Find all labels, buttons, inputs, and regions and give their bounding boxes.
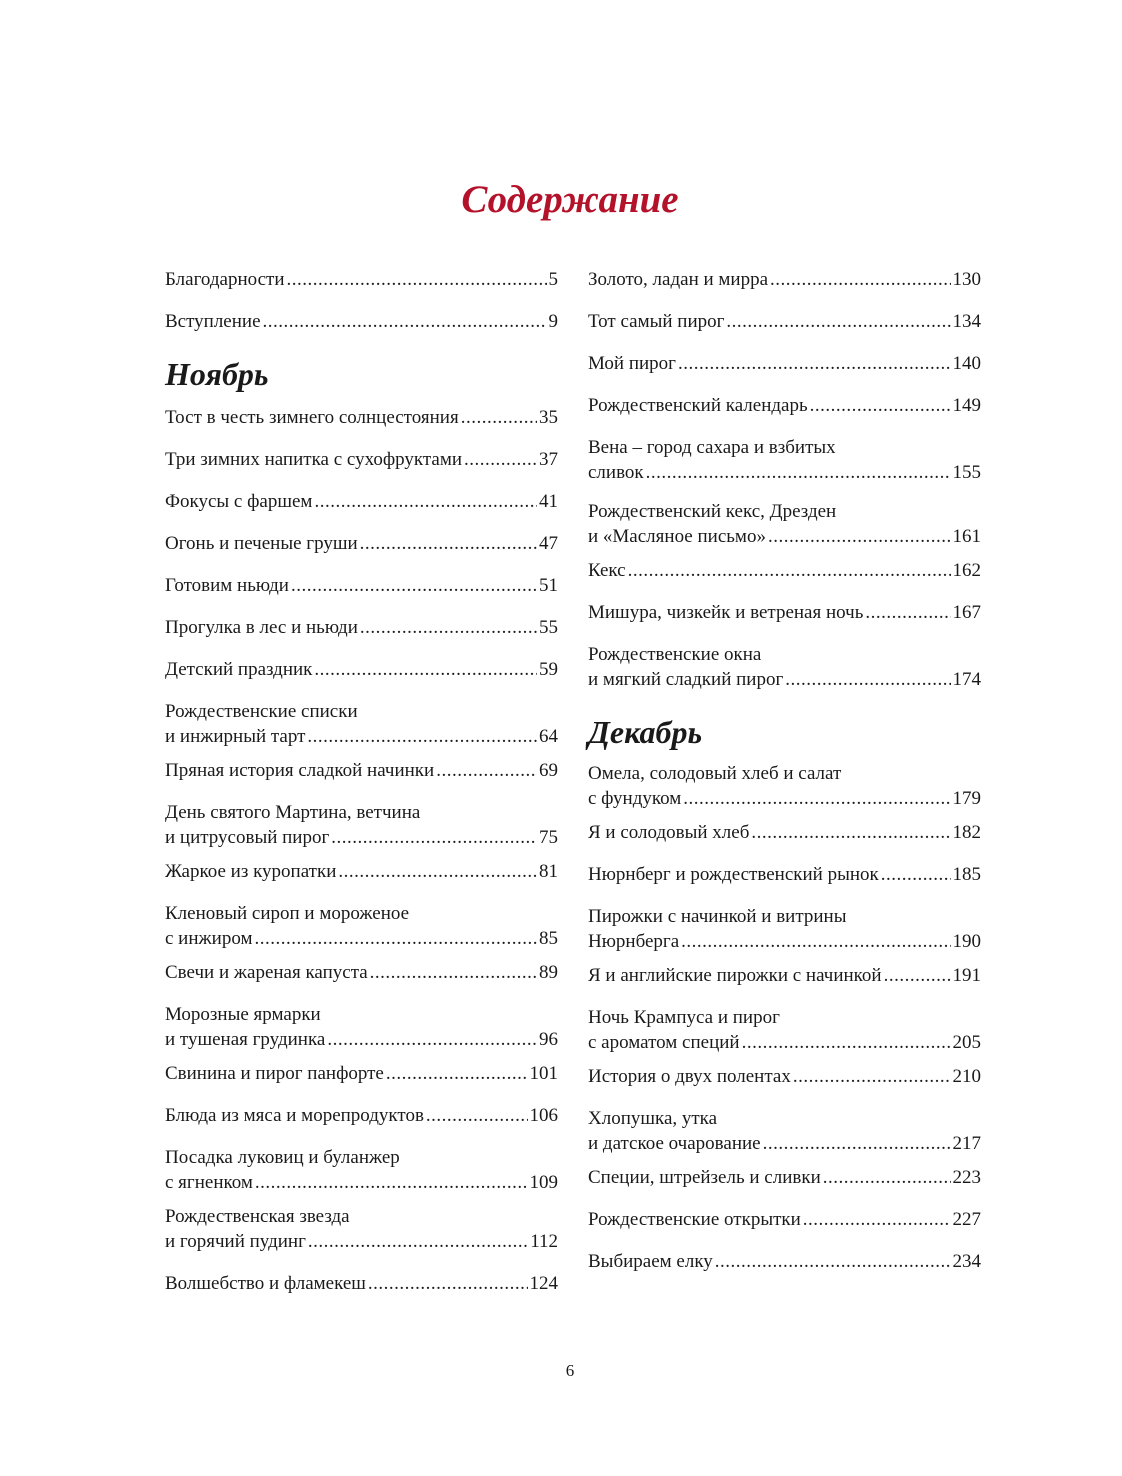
toc-entry-title: сливок <box>588 462 644 483</box>
dot-leader <box>368 1274 528 1293</box>
toc-entry-title: Нюрнберга <box>588 931 680 952</box>
dot-leader <box>681 932 950 951</box>
toc-right-column <box>588 262 981 1274</box>
dot-leader <box>683 789 950 808</box>
toc-entry-page: 112 <box>530 1231 558 1252</box>
toc-entry-page: 96 <box>539 1029 558 1050</box>
toc-entry[interactable] <box>588 963 981 988</box>
toc-entry-page: 223 <box>952 1167 981 1188</box>
toc-entry[interactable] <box>588 862 981 887</box>
toc-entry[interactable] <box>588 642 981 692</box>
toc-entry-title-line: День святого Мартина, ветчина <box>165 802 421 823</box>
toc-entry-page: 69 <box>539 760 558 781</box>
toc-entry-page: 185 <box>952 864 981 885</box>
toc-entry-page: 134 <box>952 311 981 332</box>
toc-entry-page: 167 <box>952 602 981 623</box>
toc-entry[interactable] <box>588 1165 981 1190</box>
toc-entry-title: Мишура, чизкейк и ветреная ночь <box>588 602 864 623</box>
toc-entry-page: 161 <box>952 526 981 547</box>
dot-leader <box>338 862 537 881</box>
page-number: 6 <box>565 1361 575 1380</box>
dot-leader <box>360 534 537 553</box>
toc-entry-title: с ягненком <box>165 1172 253 1193</box>
toc-entry[interactable] <box>165 901 558 951</box>
toc-entry-page: 64 <box>539 726 558 747</box>
toc-entry-title-line: Рождественские списки <box>165 701 358 722</box>
toc-entry-title: и датское очарование <box>588 1133 761 1154</box>
toc-entry-page: 109 <box>529 1172 558 1193</box>
toc-entry[interactable] <box>588 393 981 418</box>
toc-entry[interactable] <box>588 820 981 845</box>
toc-entry[interactable] <box>588 1207 981 1232</box>
toc-entry-title: и горячий пудинг <box>165 1231 306 1252</box>
toc-entry-title-line: Ночь Крампуса и пирог <box>588 1007 780 1028</box>
toc-entry-page: 106 <box>529 1105 558 1126</box>
toc-entry[interactable] <box>588 1005 981 1055</box>
toc-entry-page: 37 <box>539 449 558 470</box>
toc-entry-title-line: Рождественская звезда <box>165 1206 350 1227</box>
dot-leader <box>865 603 950 622</box>
toc-entry-page: 41 <box>539 491 558 512</box>
toc-entry[interactable] <box>165 657 558 682</box>
toc-entry-page: 234 <box>952 1251 981 1272</box>
dot-leader <box>751 823 950 842</box>
toc-entry-title: Золото, ладан и мирра <box>588 269 769 290</box>
toc-entry-page: 191 <box>952 965 981 986</box>
dot-leader <box>314 660 537 679</box>
toc-entry-title-line: Кленовый сироп и мороженое <box>165 903 410 924</box>
toc-entry-title-line: Рождественский кекс, Дрезден <box>588 501 837 522</box>
dot-leader <box>426 1106 528 1125</box>
toc-left-column <box>165 262 558 1296</box>
dot-leader <box>823 1168 951 1187</box>
toc-entry-title: Огонь и печеные груши <box>165 533 358 554</box>
toc-entry[interactable] <box>588 600 981 625</box>
toc-entry-title: и «Масляное письмо» <box>588 526 766 547</box>
dot-leader <box>793 1067 951 1086</box>
toc-entry[interactable] <box>588 499 981 549</box>
toc-entry[interactable] <box>588 435 981 485</box>
toc-entry[interactable] <box>165 405 558 430</box>
toc-entry-title: Рождественский календарь <box>588 395 808 416</box>
toc-entry[interactable] <box>165 267 558 292</box>
toc-entry[interactable] <box>588 1249 981 1274</box>
toc-entry-title-line: Омела, солодовый хлеб и салат <box>588 763 842 784</box>
toc-entry-title: Благодарности <box>165 269 285 290</box>
toc-entry-page: 210 <box>952 1066 981 1087</box>
toc-entry-title: Жаркое из куропатки <box>165 861 337 882</box>
toc-entry[interactable] <box>165 1145 558 1195</box>
toc-entry-title: с ароматом специй <box>588 1032 740 1053</box>
toc-entry-page: 140 <box>952 353 981 374</box>
toc-entry-title: Прогулка в лес и ньюди <box>165 617 358 638</box>
dot-leader <box>628 561 951 580</box>
toc-entry-title: Фокусы с фаршем <box>165 491 313 512</box>
dot-leader <box>331 828 537 847</box>
toc-entry[interactable] <box>165 1103 558 1128</box>
toc-entry-title: Я и солодовый хлеб <box>588 822 750 843</box>
toc-entry[interactable] <box>588 1064 981 1089</box>
toc-entry-page: 217 <box>952 1133 981 1154</box>
toc-entry-page: 9 <box>548 311 558 332</box>
toc-entry-title-line: Морозные ярмарки <box>165 1004 321 1025</box>
toc-entry-page: 35 <box>539 407 558 428</box>
dot-leader <box>255 1173 528 1192</box>
toc-entry-title: Свечи и жареная капуста <box>165 962 368 983</box>
toc-entry-title: Кекс <box>588 560 626 581</box>
dot-leader <box>287 270 547 289</box>
toc-entry-page: 81 <box>539 861 558 882</box>
toc-entry-title: с фундуком <box>588 788 682 809</box>
toc-entry[interactable] <box>588 1106 981 1156</box>
toc-entry-title-line: Посадка луковиц и буланжер <box>165 1147 400 1168</box>
dot-leader <box>307 727 537 746</box>
toc-entry[interactable] <box>165 859 558 884</box>
toc-entry[interactable] <box>165 960 558 985</box>
toc-entry-title: Тост в честь зимнего солнцестояния <box>165 407 459 428</box>
toc-entry-page: 190 <box>952 931 981 952</box>
dot-leader <box>803 1210 951 1229</box>
toc-entry-page: 124 <box>529 1273 558 1294</box>
toc-entry[interactable] <box>165 573 558 598</box>
dot-leader <box>291 576 537 595</box>
dot-leader <box>464 450 537 469</box>
toc-entry[interactable] <box>165 447 558 472</box>
toc-entry[interactable] <box>165 615 558 640</box>
toc-entry-page: 182 <box>952 822 981 843</box>
toc-entry-title: и мягкий сладкий пирог <box>588 669 784 690</box>
toc-entry[interactable] <box>165 1002 558 1052</box>
toc-entry-title: Готовим ньюди <box>165 575 289 596</box>
page-title: Содержание <box>461 178 679 221</box>
dot-leader <box>884 966 951 985</box>
toc-entry-page: 130 <box>952 269 981 290</box>
toc-entry-title-line: Хлопушка, утка <box>588 1108 718 1129</box>
toc-entry[interactable] <box>165 800 558 850</box>
toc-entry-page: 47 <box>539 533 558 554</box>
november-list <box>165 405 558 1296</box>
toc-entry-title: Пряная история сладкой начинки <box>165 760 435 781</box>
toc-entry[interactable] <box>165 309 558 334</box>
dot-leader <box>678 354 951 373</box>
toc-entry[interactable] <box>165 489 558 514</box>
section-heading-december: Декабрь <box>588 714 703 750</box>
toc-entry-page: 85 <box>539 928 558 949</box>
toc-entry-page: 162 <box>952 560 981 581</box>
dot-leader <box>314 492 537 511</box>
toc-entry[interactable] <box>165 1204 558 1254</box>
toc-entry-page: 149 <box>952 395 981 416</box>
toc-entry-page: 5 <box>548 269 558 290</box>
dot-leader <box>742 1033 951 1052</box>
toc-entry-page: 155 <box>952 462 981 483</box>
dot-leader <box>360 618 537 637</box>
dot-leader <box>370 963 537 982</box>
toc-entry-title: Мой пирог <box>588 353 676 374</box>
toc-entry-page: 227 <box>952 1209 981 1230</box>
toc-entry[interactable] <box>165 531 558 556</box>
right-list <box>588 267 981 692</box>
toc-entry[interactable] <box>165 1271 558 1296</box>
dot-leader <box>461 408 537 427</box>
toc-entry-title: и тушеная грудинка <box>165 1029 326 1050</box>
toc-entry-title: Детский праздник <box>165 659 313 680</box>
section-heading-november: Ноябрь <box>165 356 269 392</box>
dot-leader <box>726 312 950 331</box>
dot-leader <box>254 929 537 948</box>
toc-entry-title: с инжиром <box>165 928 253 949</box>
toc-entry-title: Три зимних напитка с сухофруктами <box>165 449 463 470</box>
toc-entry-page: 55 <box>539 617 558 638</box>
toc-entry-title: и цитрусовый пирог <box>165 827 330 848</box>
dot-leader <box>646 463 951 482</box>
toc-entry[interactable] <box>588 761 981 811</box>
toc-entry-title: Блюда из мяса и морепродуктов <box>165 1105 424 1126</box>
toc-entry[interactable] <box>165 1061 558 1086</box>
toc-entry[interactable] <box>588 351 981 376</box>
toc-entry-page: 75 <box>539 827 558 848</box>
toc-entry-title: Рождественские открытки <box>588 1209 801 1230</box>
toc-entry[interactable] <box>588 558 981 583</box>
dot-leader <box>436 761 537 780</box>
toc-entry-title: и инжирный тарт <box>165 726 306 747</box>
toc-entry-page: 89 <box>539 962 558 983</box>
toc-entry-title: Выбираем елку <box>588 1251 713 1272</box>
toc-entry-page: 59 <box>539 659 558 680</box>
dot-leader <box>768 527 951 546</box>
dot-leader <box>263 312 547 331</box>
dot-leader <box>386 1064 528 1083</box>
dot-leader <box>785 670 950 689</box>
toc-entry-page: 174 <box>952 669 981 690</box>
toc-entry[interactable] <box>588 309 981 334</box>
toc-entry-page: 101 <box>529 1063 558 1084</box>
toc-entry-title-line: Вена – город сахара и взбитых <box>588 437 836 458</box>
toc-entry-title: История о двух полентах <box>588 1066 791 1087</box>
toc-entry-title-line: Пирожки с начинкой и витрины <box>588 906 847 927</box>
dot-leader <box>308 1232 528 1251</box>
toc-entry-page: 179 <box>952 788 981 809</box>
toc-entry-title: Специи, штрейзель и сливки <box>588 1167 821 1188</box>
dot-leader <box>715 1252 951 1271</box>
toc-entry-title: Я и английские пирожки с начинкой <box>588 965 882 986</box>
dot-leader <box>327 1030 537 1049</box>
toc-entry-title: Свинина и пирог панфорте <box>165 1063 384 1084</box>
toc-entry[interactable] <box>165 699 558 749</box>
toc-entry-title: Нюрнберг и рождественский рынок <box>588 864 879 885</box>
december-list <box>588 761 981 1274</box>
toc-entry-title-line: Рождественские окна <box>588 644 762 665</box>
dot-leader <box>810 396 951 415</box>
dot-leader <box>881 865 951 884</box>
dot-leader <box>763 1134 951 1153</box>
toc-entry-title: Тот самый пирог <box>588 311 725 332</box>
toc-entry-title: Вступление <box>165 311 261 332</box>
toc-entry-page: 205 <box>952 1032 981 1053</box>
toc-entry-page: 51 <box>539 575 558 596</box>
dot-leader <box>770 270 950 289</box>
front-list <box>165 267 558 334</box>
toc-entry[interactable] <box>588 904 981 954</box>
toc-entry[interactable] <box>588 267 981 292</box>
toc-entry[interactable] <box>165 758 558 783</box>
toc-entry-title: Волшебство и фламекеш <box>165 1273 366 1294</box>
